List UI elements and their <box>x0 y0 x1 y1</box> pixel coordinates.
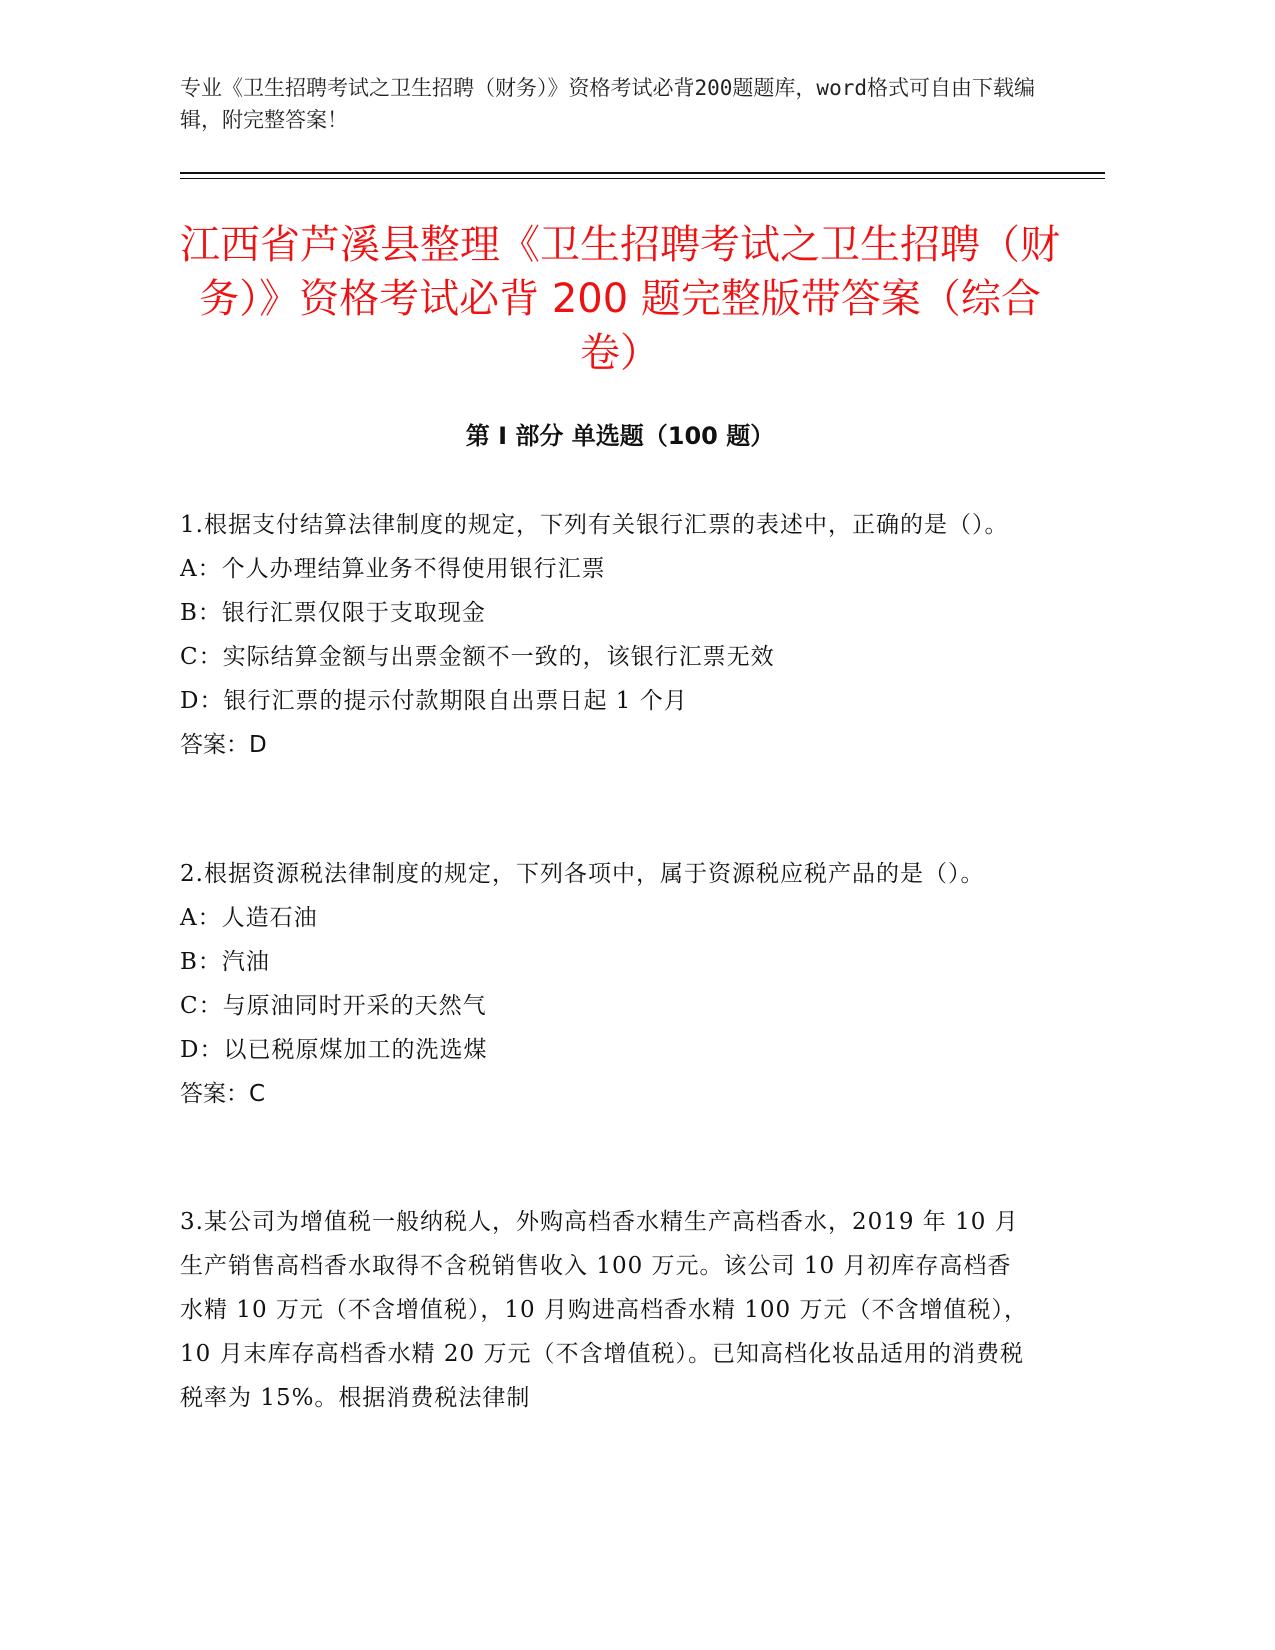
option-c: C：实际结算金额与出票金额不一致的，该银行汇票无效 <box>180 644 775 670</box>
question-stem: 2.根据资源税法律制度的规定，下列各项中，属于资源税应税产品的是（）。 <box>180 861 985 887</box>
question-stem: 3.某公司为增值税一般纳税人，外购高档香水精生产高档香水，2019 年 10 月生产销售高档香水取得不含税销售收入 100 万元。该公司 10 月初库存高档香水精 10 万元（不含增值税），10 月购进高档香水精 100 万元（不含增值税），10 月末库存高档香水精 20 万元（不含增值税）。已知高档化妆品适用的消费税税率为 15%。根据消费税法律制 <box>180 1209 1028 1411</box>
document-title: 江西省芦溪县整理《卫生招聘考试之卫生招聘（财务）》资格考试必背 200 题完整版带答案（综合卷） <box>180 222 1060 376</box>
option-a: A：个人办理结算业务不得使用银行汇票 <box>180 556 606 582</box>
header-divider <box>180 172 1105 174</box>
option-a: A：人造石油 <box>180 905 318 931</box>
option-d: D：以已税原煤加工的洗选煤 <box>180 1037 488 1063</box>
question-stem: 1.根据支付结算法律制度的规定，下列有关银行汇票的表述中，正确的是（）。 <box>180 512 1009 538</box>
header-note: 专业《卫生招聘考试之卫生招聘（财务）》资格考试必背200题题库，word格式可自由下载编辑，附完整答案！ <box>180 76 1035 132</box>
section-heading: 第 I 部分 单选题（100 题） <box>465 422 775 450</box>
header-divider-thin <box>180 178 1105 179</box>
answer-line: 答案：D <box>180 732 267 758</box>
question-1 <box>180 503 1030 767</box>
question-2 <box>180 852 1030 1116</box>
question-3 <box>180 1200 1030 1420</box>
answer-line: 答案：C <box>180 1081 266 1107</box>
option-d: D：银行汇票的提示付款期限自出票日起 1 个月 <box>180 688 688 714</box>
option-b: B：汽油 <box>180 949 270 975</box>
option-b: B：银行汇票仅限于支取现金 <box>180 600 486 626</box>
option-c: C：与原油同时开采的天然气 <box>180 993 487 1019</box>
